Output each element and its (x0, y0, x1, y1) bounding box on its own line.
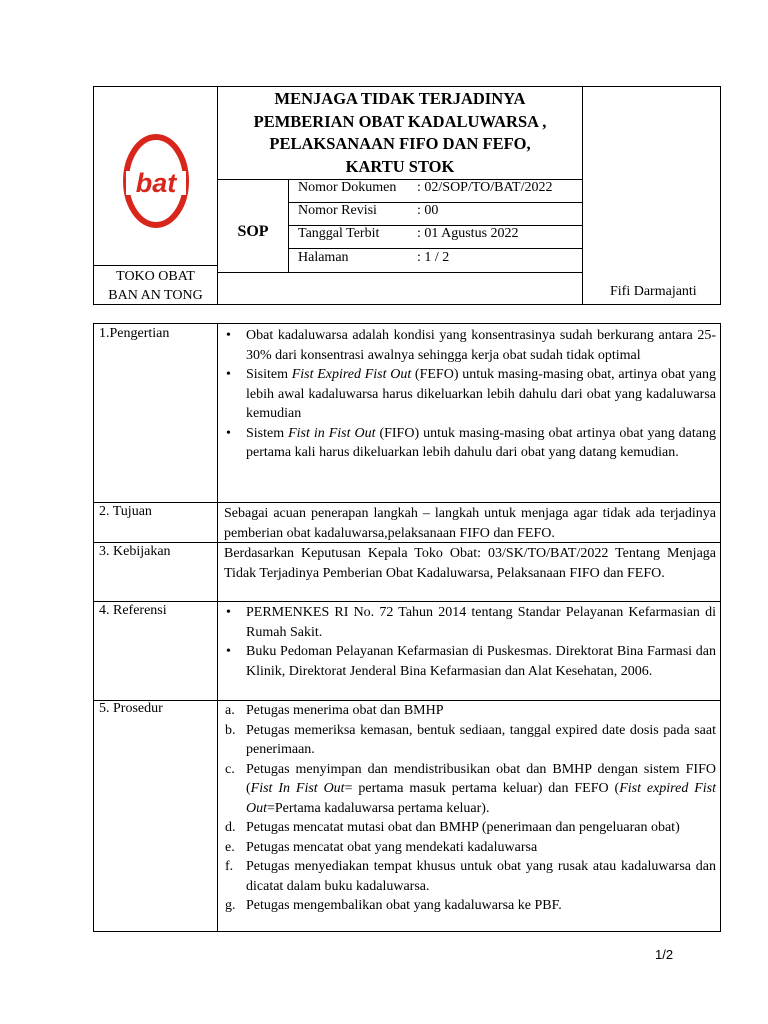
sop-content-table (93, 323, 721, 932)
meta-key: Nomor Dokumen (298, 180, 397, 195)
list-item: a. Petugas menerima obat dan BMHP (225, 703, 444, 718)
org-line-2: BAN AN TONG (108, 288, 203, 303)
section-label-tujuan: 2. Tujuan (99, 504, 152, 519)
section-pengertian (218, 326, 722, 463)
document-title (218, 87, 582, 178)
section-referensi (218, 603, 722, 681)
title-line-4: KARTU STOK (345, 156, 455, 176)
section-label-pengertian: 1.Pengertian (99, 326, 170, 341)
title-line-2: PEMBERIAN OBAT KADALUWARSA , (253, 111, 547, 131)
meta-value: : 02/SOP/TO/BAT/2022 (417, 180, 553, 195)
meta-row-nomor-dokumen (289, 179, 582, 203)
section-prosedur (218, 701, 722, 916)
list-item: f. Petugas menyediakan tempat khusus untuk obat yang rusak atau kadaluwarsa dan dicatat dalam buku kadaluwarsa. (225, 859, 716, 894)
org-line-1: TOKO OBAT (116, 269, 195, 284)
list-item: e. Petugas mencatat obat yang mendekati kadaluwarsa (225, 839, 538, 855)
list-item: b. Petugas memeriksa kemasan, bentuk sediaan, tanggal expired date dosis pada saat penerimaan. (225, 722, 716, 757)
section-tujuan (218, 504, 722, 543)
meta-value: : 01 Agustus 2022 (417, 226, 519, 241)
meta-key: Nomor Revisi (298, 203, 377, 218)
meta-row-nomor-revisi (289, 202, 582, 226)
title-line-3: PELAKSANAAN FIFO DAN FEFO, (269, 134, 531, 153)
list-item: c. Petugas menyimpan dan mendistribusikan obat dan BMHP dengan sistem FIFO (Fist In Fist Out= pertama masuk pertama keluar) dan FEFO (Fist expired Fist Out=Pertama kadaluwarsa pertama keluar). (225, 761, 716, 816)
signatory-name: Fifi Darmajanti (610, 284, 697, 299)
section-kebijakan (218, 544, 722, 583)
organization-name (94, 267, 217, 305)
list-item: d. Petugas mencatat mutasi obat dan BMHP (penerimaan dan pengeluaran obat) (225, 820, 680, 835)
meta-row-tanggal-terbit (289, 225, 582, 249)
list-item: g. Petugas mengembalikan obat yang kadaluwarsa ke PBF. (225, 898, 562, 913)
sop-label: SOP (237, 223, 269, 240)
kebijakan-text: Berdasarkan Keputusan Kepala Toko Obat: 03/SK/TO/BAT/2022 Tentang Menjaga Tidak Terjadinya Pemberian Obat Kadaluwarsa, Pelaksanaan FIFO dan FEFO. (224, 546, 716, 581)
logo-text: bat (135, 168, 177, 198)
list-item: • Sisitem Fist Expired Fist Out (FEFO) untuk masing-masing obat, artinya obat yang lebih awal kadaluwarsa harus dikeluarkan lebih dahulu dari obat yang kadaluwarsa kemudian (226, 367, 716, 421)
company-logo (122, 131, 190, 231)
document-header (93, 86, 721, 305)
section-label-referensi: 4. Referensi (99, 603, 167, 618)
meta-key: Tanggal Terbit (298, 226, 380, 241)
list-item: • PERMENKES RI No. 72 Tahun 2014 tentang Standar Pelayanan Kefarmasian di Rumah Sakit. (226, 605, 716, 640)
list-item: • Obat kadaluwarsa adalah kondisi yang konsentrasinya sudah berkurang antara 25-30% dari konsentrasi awalnya sehingga kerja obat sudah tidak optimal (226, 328, 716, 363)
tujuan-text: Sebagai acuan penerapan langkah – langkah untuk menjaga agar tidak ada terjadinya pemberian obat kadaluwarsa,pelaksanaan FIFO dan FEFO. (224, 506, 716, 541)
meta-row-halaman (289, 249, 582, 272)
title-line-1: MENJAGA TIDAK TERJADINYA (274, 89, 526, 108)
meta-value: : 1 / 2 (417, 250, 450, 265)
section-label-prosedur: 5. Prosedur (99, 701, 163, 716)
list-item: • Sistem Fist in Fist Out (FIFO) untuk masing-masing obat artinya obat yang datang pertama kali harus dikeluarkan lebih dahulu dari obat yang datang kemudian. (226, 425, 716, 460)
meta-value: : 00 (417, 203, 439, 218)
meta-key: Halaman (298, 250, 349, 265)
section-label-kebijakan: 3. Kebijakan (99, 544, 171, 559)
list-item: • Buku Pedoman Pelayanan Kefarmasian di Puskesmas. Direktorat Bina Farmasi dan Klinik, Direktorat Jenderal Bina Kefarmasian dan Alat Kesehatan, 2006. (226, 644, 716, 679)
page-number: 1/2 (655, 947, 674, 962)
